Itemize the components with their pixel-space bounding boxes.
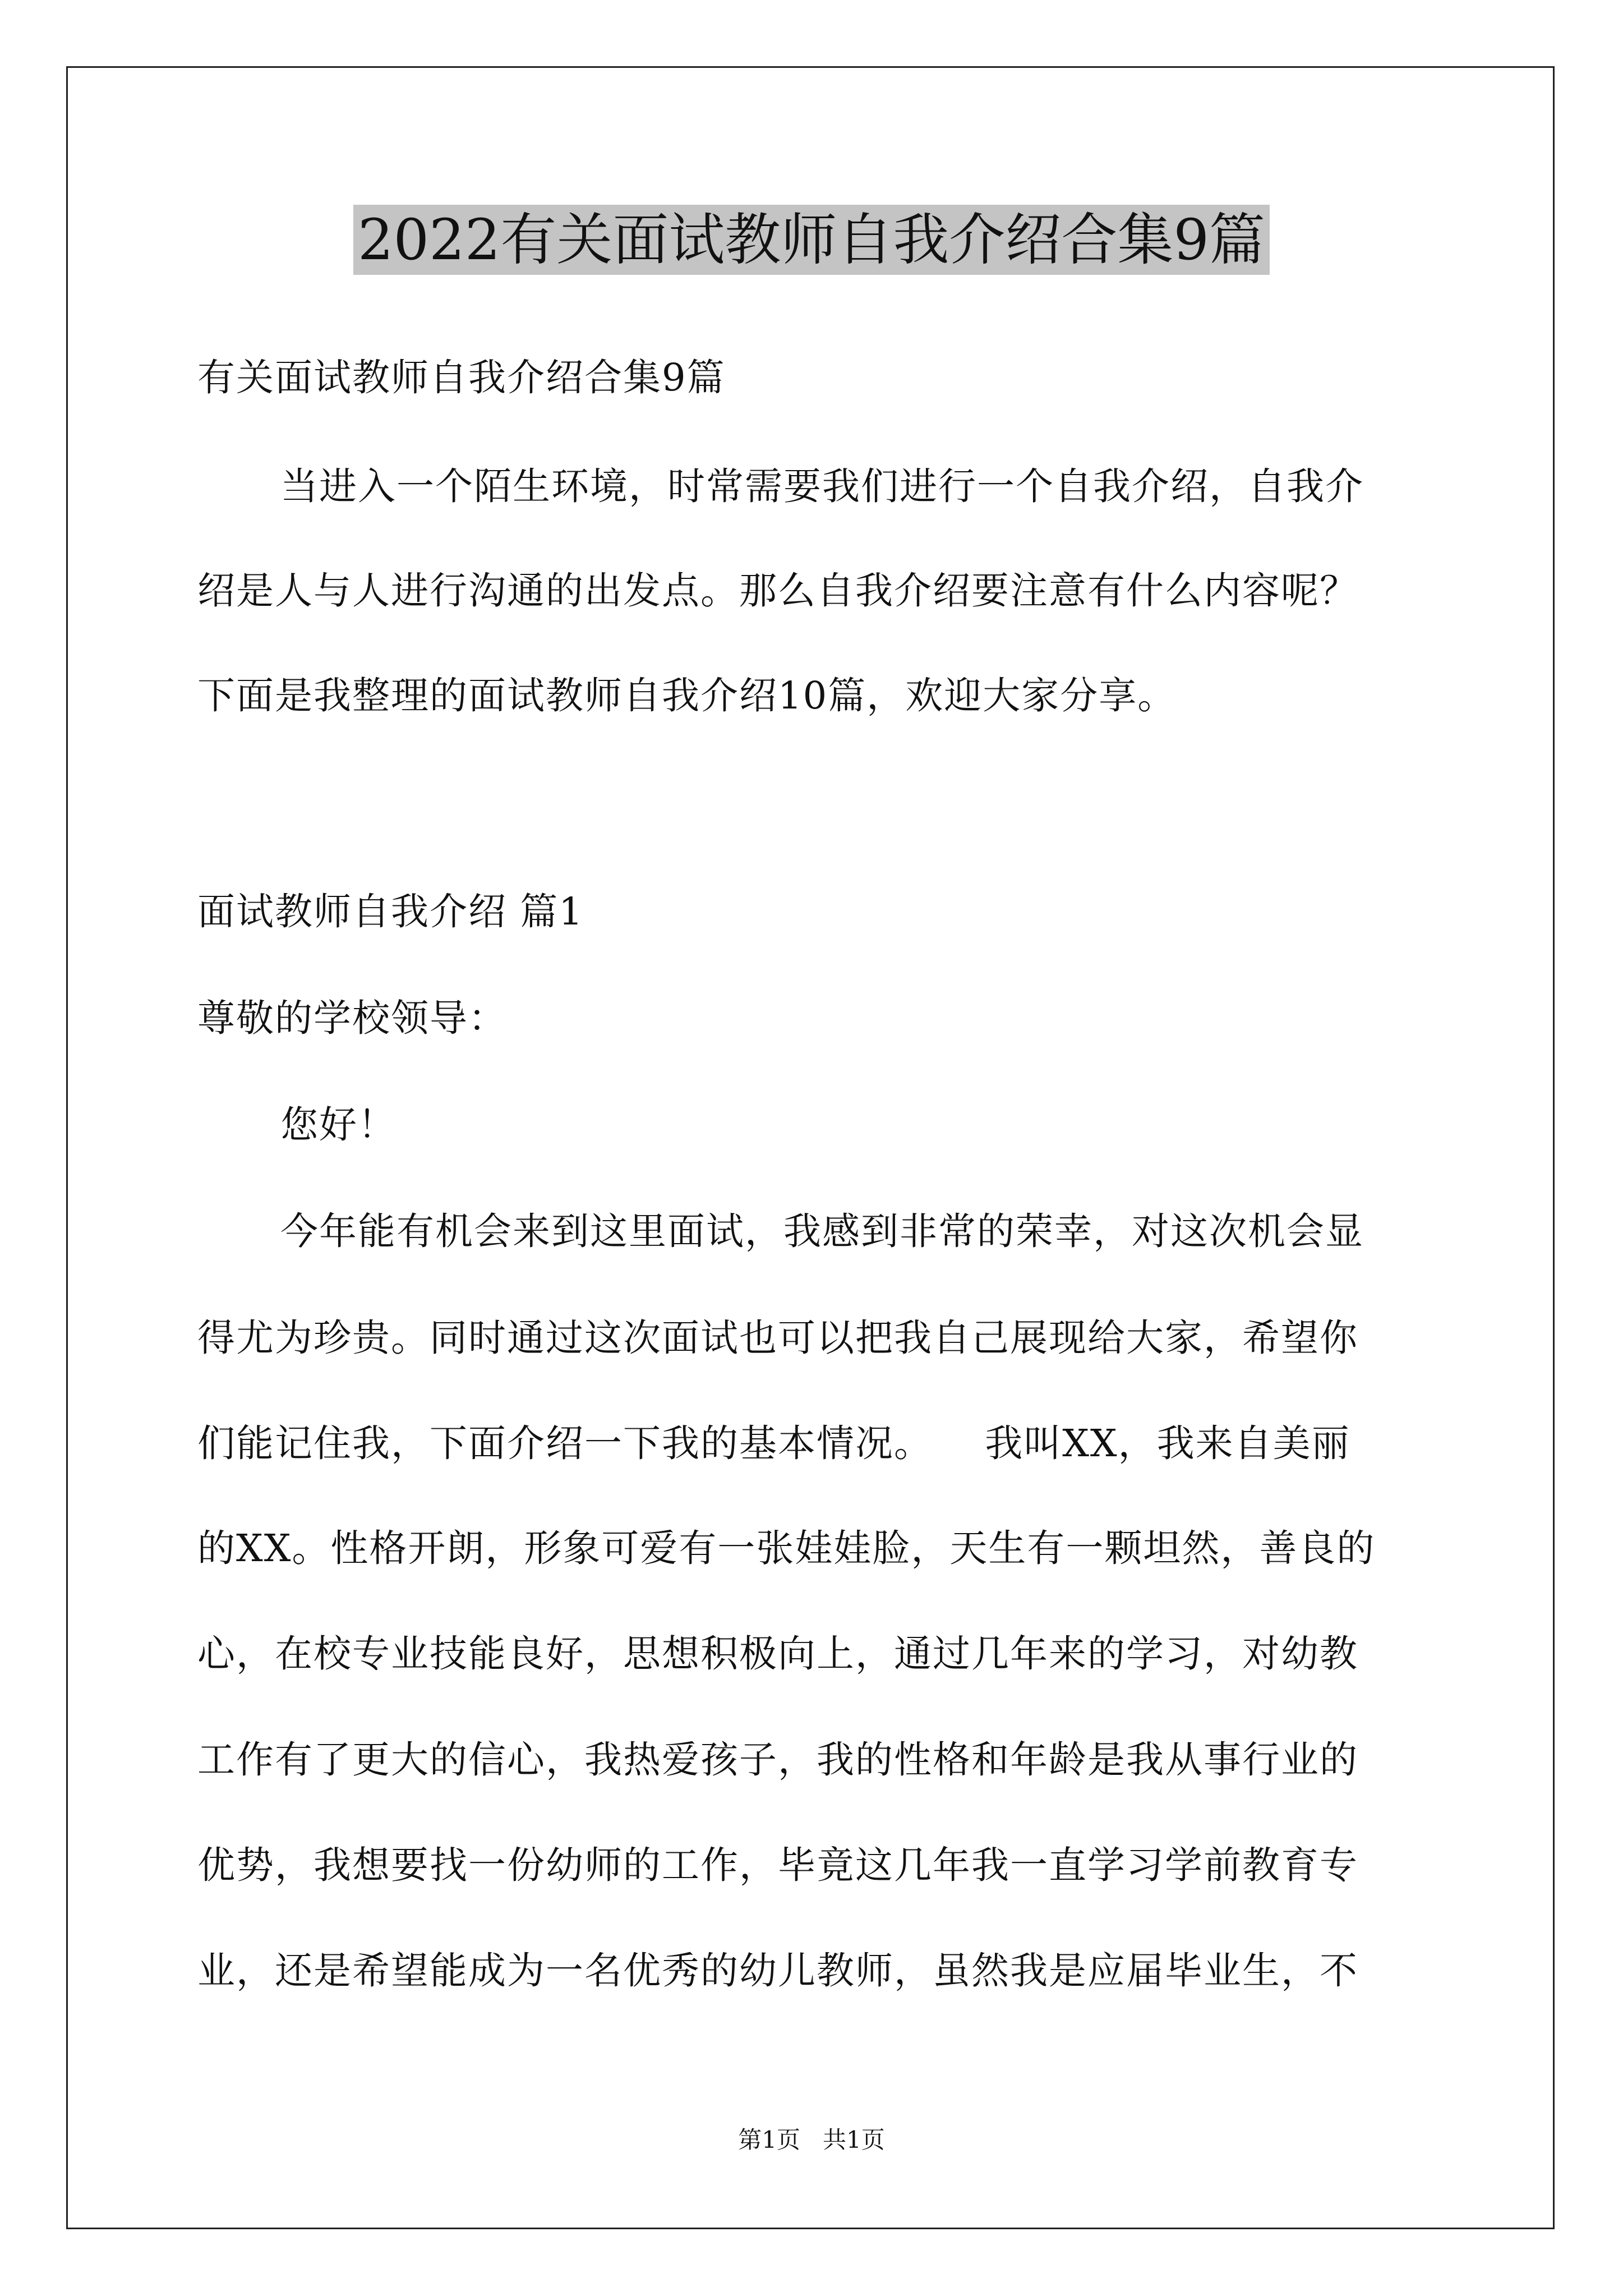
body-line: 的XX。性格开朗，形象可爱有一张娃娃脸，天生有一颗坦然，善良的 <box>197 1526 1376 1570</box>
page-number: 第1页 共1页 <box>738 2126 885 2154</box>
section-heading: 面试教师自我介绍 篇1 <box>197 890 584 933</box>
intro-line: 下面是我整理的面试教师自我介绍10篇，欢迎大家分享。 <box>197 674 1177 717</box>
body-line: 优势，我想要找一份幼师的工作，毕竟这几年我一直学习学前教育专 <box>197 1843 1358 1887</box>
body-line: 工作有了更大的信心，我热爱孩子，我的性格和年龄是我从事行业的 <box>197 1738 1358 1782</box>
body-line: 业，还是希望能成为一名优秀的幼儿教师，虽然我是应届毕业生，不 <box>197 1949 1358 1993</box>
document-title <box>0 201 1623 279</box>
intro-line: 当进入一个陌生环境，时常需要我们进行一个自我介绍，自我介 <box>280 464 1364 508</box>
body-line: 们能记住我，下面介绍一下我的基本情况。 我叫XX，我来自美丽 <box>197 1421 1350 1465</box>
salutation: 尊敬的学校领导： <box>197 996 507 1040</box>
body-line: 心，在校专业技能良好，思想积极向上，通过几年来的学习，对幼教 <box>197 1632 1358 1676</box>
intro-line: 绍是人与人进行沟通的出发点。那么自我介绍要注意有什么内容呢？ <box>197 569 1358 613</box>
greeting: 您好！ <box>280 1103 396 1147</box>
document-subtitle: 有关面试教师自我介绍合集9篇 <box>197 356 726 399</box>
title-text: 2022有关面试教师自我介绍合集9篇 <box>353 205 1270 275</box>
page-footer <box>0 2123 1623 2157</box>
body-line: 今年能有机会来到这里面试，我感到非常的荣幸，对这次机会显 <box>280 1209 1364 1253</box>
body-line: 得尤为珍贵。同时通过这次面试也可以把我自己展现给大家，希望你 <box>197 1316 1358 1360</box>
